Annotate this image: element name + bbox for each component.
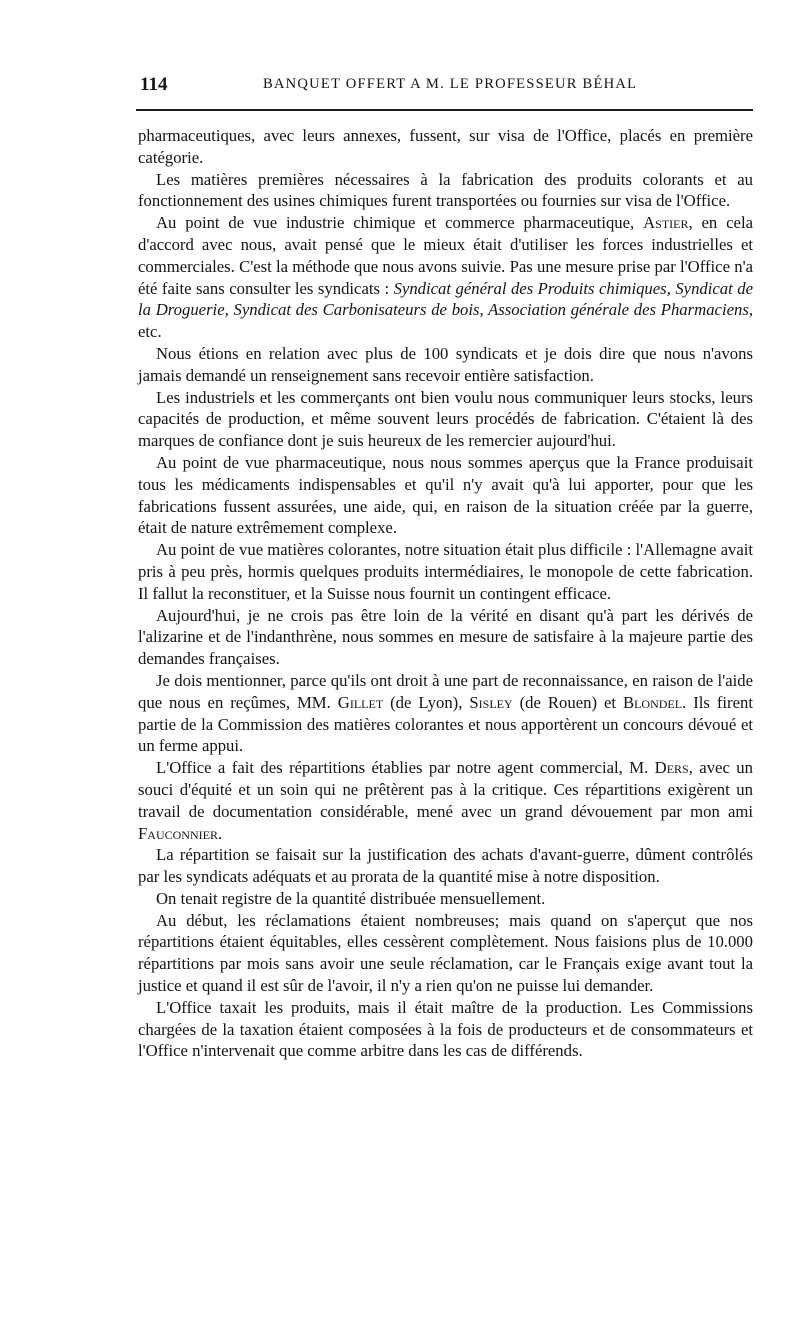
paragraph-6: Au point de vue pharmaceutique, nous nous sommes aperçus que la France produisait tous les médicaments indispensables et qu'il n'y avait qu'à lui apporter, pour que les fabrications fussent assurées, une aide, qui, en raison de la situation créée par la guerre, était de nature extrêmement complexe.	[138, 452, 753, 538]
person-name: Sisley	[469, 692, 513, 712]
paragraph-12: On tenait registre de la quantité distribuée mensuellement.	[156, 888, 546, 908]
person-name: Blondel	[622, 692, 683, 712]
paragraph-4: Nous étions en relation avec plus de 100 syndicats et je dois dire que nous n'avons jamais demandé un renseignement sans recevoir entière satisfaction.	[138, 343, 753, 385]
paragraph-9: Je dois mentionner, parce qu'ils ont droit à une part de reconnaissance, en raison de l'aide que nous en reçûmes, MM. Gillet (de Lyon), Sisley (de Rouen) et Blondel. Ils firent partie de la Commission des matières colorantes et nous apportèrent un concours dévoué et un ferme appui.	[138, 670, 754, 756]
paragraph-2: Les matières premières nécessaires à la fabrication des produits colorants et au fonctionnement des usines chimiques furent transportées ou fournies sur visa de l'Office.	[138, 169, 753, 211]
paragraph-8: Aujourd'hui, je ne crois pas être loin de la vérité en disant qu'à part les dérivés de l'alizarine et de l'indanthrène, nous sommes en mesure de satisfaire à la majeure partie des demandes françaises.	[138, 605, 753, 669]
person-name: Gillet	[337, 692, 384, 712]
paragraph-1: pharmaceutiques, avec leurs annexes, fussent, sur visa de l'Office, placés en première catégorie.	[138, 126, 753, 167]
header-rule	[136, 109, 753, 111]
paragraph-14: L'Office taxait les produits, mais il était maître de la production. Les Commissions chargées de la taxation étaient composées à la fois de producteurs et de consommateurs et l'Office n'intervenait que comme arbitre dans les cas de différends.	[138, 997, 753, 1061]
person-name: Fauconnier	[138, 823, 218, 843]
syndicates-list: Syndicat général des Produits chimiques, Syndicat de la Droguerie, Syndicat des Carbonisateurs de bois, Association générale des Pharmaciens	[138, 278, 753, 320]
paragraph-11: La répartition se faisait sur la justification des achats d'avant-guerre, dûment contrôlés par les syndicats adéquats et au prorata de la quantité mise à notre disposition.	[138, 845, 753, 887]
page-number: 114	[140, 74, 168, 95]
paragraph-10: L'Office a fait des répartitions établies par notre agent commercial, M. Ders, avec un souci d'équité et un soin qui ne prêtèrent pas à la critique. Ces répartitions exigèrent un travail de documentation considérable, mené avec un grand dévouement par mon ami Fauconnier.	[138, 758, 753, 843]
paragraph-7: Au point de vue matières colorantes, notre situation était plus difficile : l'Allemagne avait pris à peu près, hormis quelques produits intermédiaires, le monopole de cette fabrication. Il fallut la reconstituer, et la Suisse nous fournit un contingent efficace.	[138, 540, 753, 603]
paragraph-13: Au début, les réclamations étaient nombreuses; mais quand on s'aperçut que nos répartitions étaient équitables, elles cessèrent complètement. Nous faisions plus de 10.000 répartitions par mois sans avoir une seule réclamation, car le Français exige avant tout la justice et quand il est sûr de l'avoir, il n'y a rien qu'on ne puisse lui demander.	[138, 910, 753, 996]
page-header	[140, 74, 753, 98]
person-name: Astier	[643, 213, 689, 233]
paragraph-5: Les industriels et les commerçants ont bien voulu nous communiquer leurs stocks, leurs capacités de production, et même souvent leurs procédés de fabrication. C'étaient là des marques de confiance dont je suis heureux de les remercier aujourd'hui.	[138, 387, 753, 451]
running-title: BANQUET OFFERT A M. LE PROFESSEUR BÉHAL	[263, 76, 638, 92]
paragraph-3: Au point de vue industrie chimique et commerce pharmaceutique, Astier, en cela d'accord avec nous, avait pensé que le mieux était d'utiliser les forces industrielles et commerciales. C'est la méthode que nous avons suivie. Pas une mesure prise par l'Office n'a été faite sans consulter les syndicats : Syndicat général des Produits chimiques, Syndicat de la Droguerie, Syndicat des Carbonisateurs de bois, Association générale des Pharmaciens, etc.	[138, 213, 753, 342]
body-text	[138, 125, 753, 1062]
person-name: Ders	[654, 758, 689, 778]
